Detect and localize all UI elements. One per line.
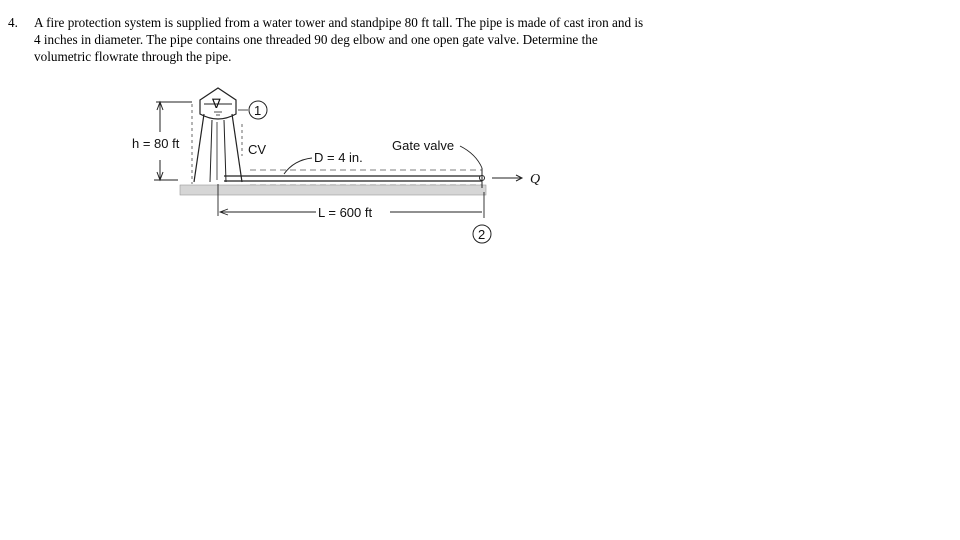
point2-label: 2 [478, 227, 486, 242]
l-var: L [318, 205, 325, 220]
cv-label: CV [248, 142, 267, 157]
q-label: Q [530, 172, 540, 187]
gate-valve-label: Gate valve [392, 138, 455, 153]
h-value: = 80 ft [139, 136, 180, 151]
tower-leg-right [232, 114, 242, 182]
standpipe-right [224, 120, 226, 182]
figure-diagram [120, 84, 540, 254]
problem-number: 4. [8, 15, 18, 30]
d-var: D [314, 150, 324, 165]
problem-text: A fire protection system is supplied from a water tower and standpipe 80 ft tall. The pipe is made of cast iron and is 4 inches in diameter. The pipe contains one threaded 90 deg elbow and one open gate valve. Determine the volumetric flowrate through the pipe. [34, 15, 644, 64]
water-tower-figure [120, 84, 540, 259]
d-leader [284, 158, 312, 174]
point1-label: 1 [254, 103, 262, 118]
h-var: h [132, 136, 140, 151]
gate-valve-leader [460, 146, 482, 168]
d-label [314, 150, 363, 165]
d-value: = 4 in. [323, 150, 363, 165]
problem-statement [8, 14, 648, 65]
l-label [318, 205, 372, 220]
surface-symbol: ∇ [212, 96, 221, 111]
l-value: = 600 ft [324, 205, 373, 220]
tower-leg-left [194, 114, 204, 182]
h-label [132, 136, 180, 151]
standpipe-left [210, 120, 212, 182]
ground [180, 185, 486, 195]
